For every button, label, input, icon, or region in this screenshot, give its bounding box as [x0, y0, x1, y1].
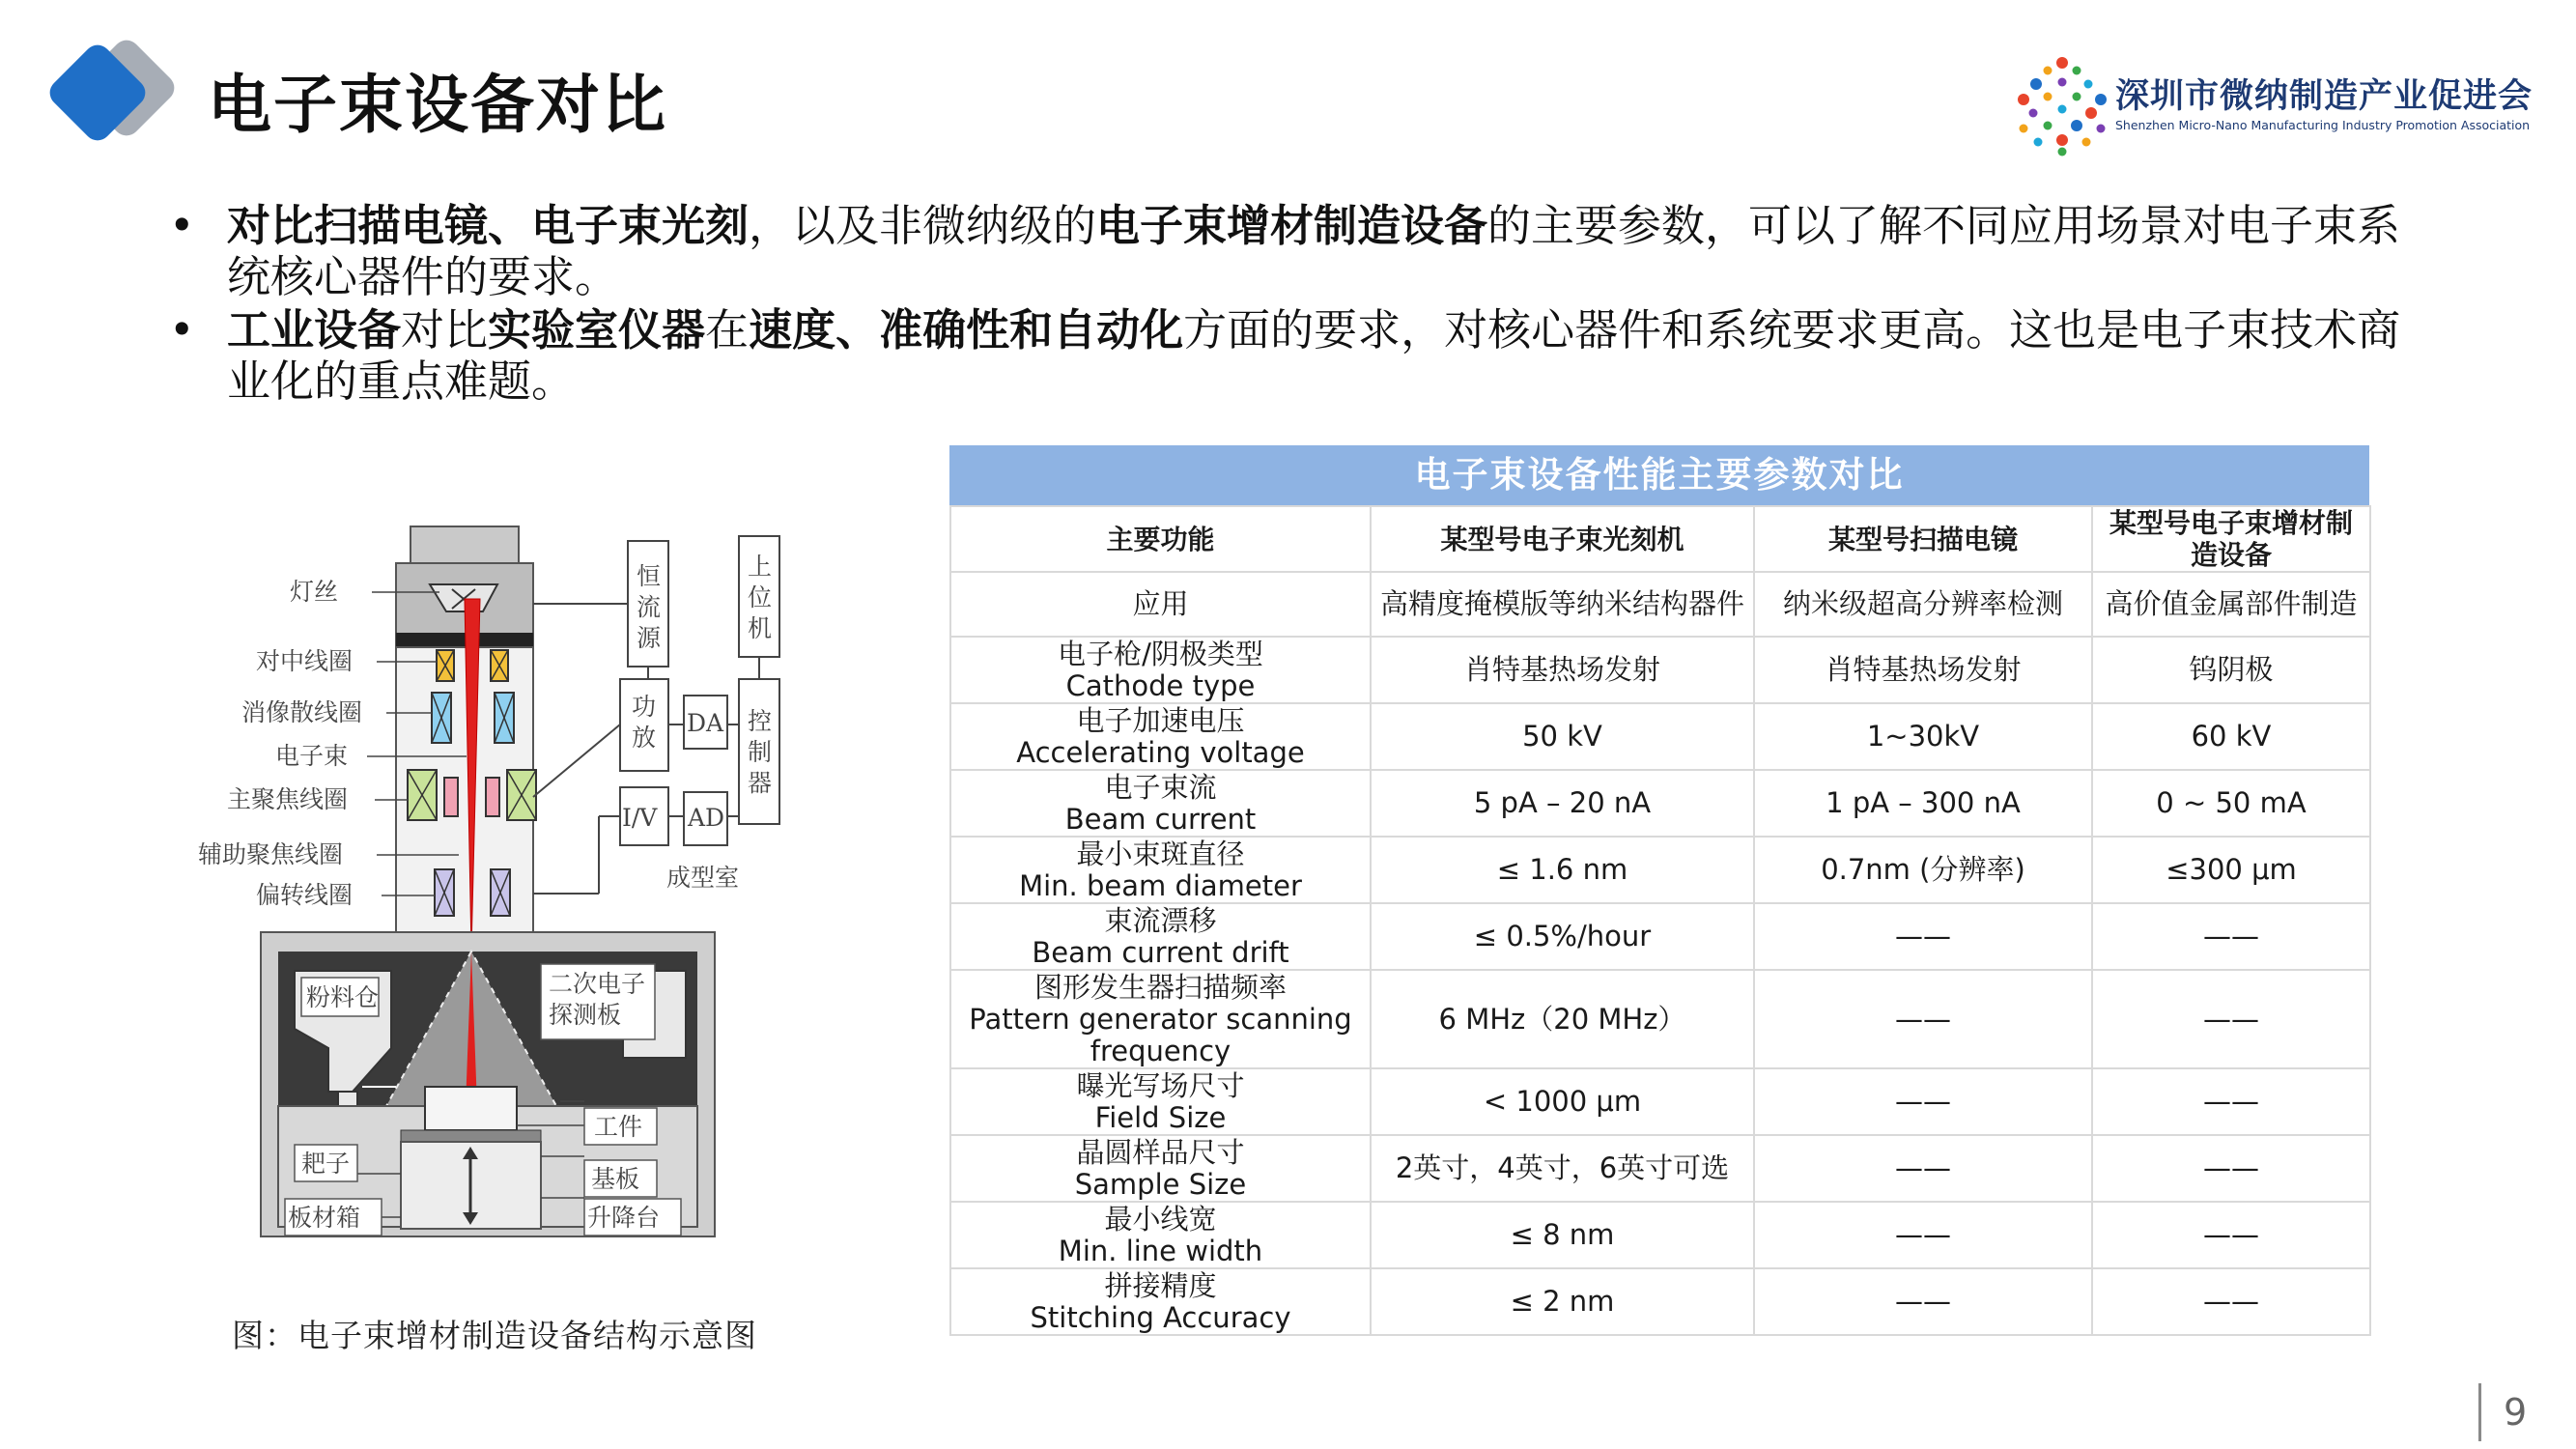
label-electron-beam: 电子束	[275, 742, 349, 770]
value-cell: < 1000 μm	[1371, 1068, 1754, 1135]
value-cell: 高价值金属部件制造	[2092, 572, 2370, 637]
label-aux-focus-coil: 辅助聚焦线圈	[198, 840, 344, 868]
header-cell: 某型号电子束增材制造设备	[2092, 506, 2370, 572]
page-title: 电子束设备对比	[208, 68, 667, 142]
parameter-name-cn: 最小束斑直径	[1076, 837, 1245, 870]
parameter-name-cn: 束流漂移	[1104, 903, 1217, 937]
label-ad: AD	[688, 804, 725, 832]
bullet-segment: 速度、准确性和自动化	[749, 304, 1184, 355]
parameter-name-en: Min. beam diameter	[1019, 868, 1302, 902]
value-cell: ——	[1754, 1268, 2092, 1335]
value-cell: ——	[2092, 1068, 2370, 1135]
parameter-cell	[950, 1268, 1371, 1335]
parameter-cell	[950, 903, 1371, 970]
table-row	[950, 637, 2370, 703]
value-cell: ≤ 2 nm	[1371, 1268, 1754, 1335]
label-rake: 耙子	[301, 1150, 351, 1178]
value-cell: 6 MHz（20 MHz）	[1371, 970, 1754, 1068]
value-cell: 1 pA – 300 nA	[1754, 770, 2092, 837]
value-cell: ——	[1754, 1135, 2092, 1202]
parameter-name-en: Pattern generator scanning frequency	[969, 1002, 1352, 1067]
table-row	[950, 572, 2370, 637]
label-iv: I/V	[622, 804, 658, 832]
bullet-segment: 工业设备	[227, 304, 402, 355]
spec-comparison-table	[949, 505, 2371, 1336]
bullet-segment: 的主要参数，可以了解不同应用场景对电子束系统核心器件的要求。	[227, 200, 2401, 302]
value-cell: ——	[2092, 970, 2370, 1068]
label-lift-table: 升降台	[587, 1204, 661, 1232]
bullet-text	[227, 304, 2400, 407]
label-host-computer: 上位机	[748, 553, 773, 642]
value-cell: 2英寸，4英寸，6英寸可选	[1371, 1135, 1754, 1202]
label-power-amp: 功放	[632, 693, 657, 752]
association-logo-icon	[2009, 53, 2115, 159]
bullet-dot-icon: •	[169, 304, 195, 355]
bullet-item-2	[169, 304, 2439, 407]
parameter-name-en: Sample Size	[1074, 1167, 1247, 1201]
value-cell: ——	[2092, 1135, 2370, 1202]
parameter-name-en: Beam current drift	[1032, 935, 1289, 969]
parameter-name-cn: 曝光写场尺寸	[1076, 1068, 1245, 1102]
value-cell: 5 pA – 20 nA	[1371, 770, 1754, 837]
parameter-cell	[950, 1202, 1371, 1268]
value-cell: ≤ 1.6 nm	[1371, 837, 1754, 903]
table-row	[950, 770, 2370, 837]
label-controller: 控制器	[748, 707, 773, 797]
value-cell: 60 kV	[2092, 703, 2370, 770]
label-alignment-coil: 对中线圈	[256, 647, 354, 675]
bullet-segment: 实验室仪器	[488, 304, 706, 355]
table-row	[950, 1068, 2370, 1135]
parameter-name-cn: 拼接精度	[1104, 1268, 1217, 1302]
value-cell: ——	[2092, 1268, 2370, 1335]
page-number-divider	[2478, 1383, 2481, 1441]
table-row	[950, 1202, 2370, 1268]
header-cell: 某型号扫描电镜	[1754, 506, 2092, 572]
label-powder-hopper: 粉料仓	[306, 983, 380, 1011]
value-cell: ——	[1754, 1068, 2092, 1135]
title-badge-icon	[39, 34, 193, 159]
bullet-segment: 在	[705, 304, 750, 355]
parameter-cell	[950, 1135, 1371, 1202]
parameter-name-en: Beam current	[1064, 802, 1257, 836]
value-cell: 0.7nm (分辨率)	[1754, 837, 2092, 903]
logo-name-en: Shenzhen Micro-Nano Manufacturing Industry Promotion Association	[2115, 118, 2531, 132]
parameter-name-cn: 晶圆样品尺寸	[1076, 1135, 1245, 1169]
parameter-cell	[950, 637, 1371, 703]
parameter-name-en: Min. line width	[1058, 1234, 1263, 1267]
parameter-cell	[950, 837, 1371, 903]
page-number: 9	[2504, 1391, 2528, 1434]
table-row	[950, 837, 2370, 903]
value-cell: 钨阴极	[2092, 637, 2370, 703]
table-row	[950, 1135, 2370, 1202]
label-filament: 灯丝	[290, 578, 339, 606]
parameter-cell	[950, 703, 1371, 770]
label-build-chamber: 成型室	[666, 864, 740, 892]
bullet-segment: 方面的要求，对核心器件和系统要求更高。这也是电子束技术商业化的重点难题。	[227, 304, 2401, 407]
value-cell: ——	[1754, 903, 2092, 970]
label-deflection-coil: 偏转线圈	[256, 881, 354, 909]
value-cell: 肖特基热场发射	[1754, 637, 2092, 703]
bullet-segment: ，以及非微纳级的	[749, 200, 1097, 251]
parameter-name-en: Stitching Accuracy	[1030, 1300, 1291, 1334]
value-cell: ——	[2092, 903, 2370, 970]
bullet-item-1	[169, 200, 2439, 302]
label-workpiece: 工件	[594, 1113, 643, 1141]
header-cell: 主要功能	[950, 506, 1371, 572]
value-cell: ——	[2092, 1202, 2370, 1268]
parameter-cell	[950, 1068, 1371, 1135]
bullet-segment: 电子束增材制造设备	[1096, 200, 1488, 251]
bullet-text	[227, 200, 2400, 302]
value-cell: 1~30kV	[1754, 703, 2092, 770]
value-cell: ——	[1754, 970, 2092, 1068]
value-cell: 50 kV	[1371, 703, 1754, 770]
parameter-cell	[950, 572, 1371, 637]
parameter-name-cn: 电子加速电压	[1076, 703, 1245, 737]
value-cell: ≤ 0.5%/hour	[1371, 903, 1754, 970]
table-row	[950, 1268, 2370, 1335]
label-da: DA	[687, 709, 724, 737]
bullet-segment: 对比	[401, 304, 489, 355]
table-row	[950, 970, 2370, 1068]
parameter-name-cn: 最小线宽	[1104, 1202, 1217, 1236]
label-main-focus-coil: 主聚焦线圈	[227, 785, 349, 813]
table-row	[950, 903, 2370, 970]
label-stigmator-coil: 消像散线圈	[241, 698, 363, 726]
parameter-name-cn: 图形发生器扫描频率	[1033, 970, 1287, 1004]
label-substrate: 基板	[591, 1165, 640, 1193]
value-cell: ——	[1754, 1202, 2092, 1268]
parameter-cell	[950, 970, 1371, 1068]
header-cell: 某型号电子束光刻机	[1371, 506, 1754, 572]
value-cell: 肖特基热场发射	[1371, 637, 1754, 703]
value-cell: ≤ 8 nm	[1371, 1202, 1754, 1268]
bullet-segment: 对比扫描电镜、电子束光刻	[227, 200, 750, 251]
parameter-cell	[950, 770, 1371, 837]
label-secondary-electron-detector: 二次电子探测板	[549, 970, 646, 1029]
value-cell: 0 ~ 50 mA	[2092, 770, 2370, 837]
value-cell: ≤300 μm	[2092, 837, 2370, 903]
logo-name-cn: 深圳市微纳制造产业促进会	[2115, 77, 2534, 116]
figure-caption: 图：电子束增材制造设备结构示意图	[232, 1317, 757, 1354]
value-cell: 高精度掩模版等纳米结构器件	[1371, 572, 1754, 637]
ebeam-am-structure-diagram	[193, 507, 811, 1280]
table-header-row	[950, 506, 2370, 572]
table-row	[950, 703, 2370, 770]
table-title: 电子束设备性能主要参数对比	[949, 445, 2369, 505]
parameter-name-cn: 电子枪/阴极类型	[1058, 637, 1263, 670]
parameter-name-cn: 电子束流	[1104, 770, 1217, 804]
parameter-name-en: Field Size	[1094, 1100, 1227, 1134]
parameter-name-en: Accelerating voltage	[1016, 735, 1305, 769]
bullet-dot-icon: •	[169, 200, 195, 251]
parameter-name-cn: 应用	[1132, 587, 1189, 620]
value-cell: 纳米级超高分辨率检测	[1754, 572, 2092, 637]
label-plate-box: 板材箱	[288, 1204, 361, 1232]
parameter-name-en: Cathode type	[1065, 668, 1256, 702]
label-constant-current-source: 恒流源	[637, 562, 662, 652]
